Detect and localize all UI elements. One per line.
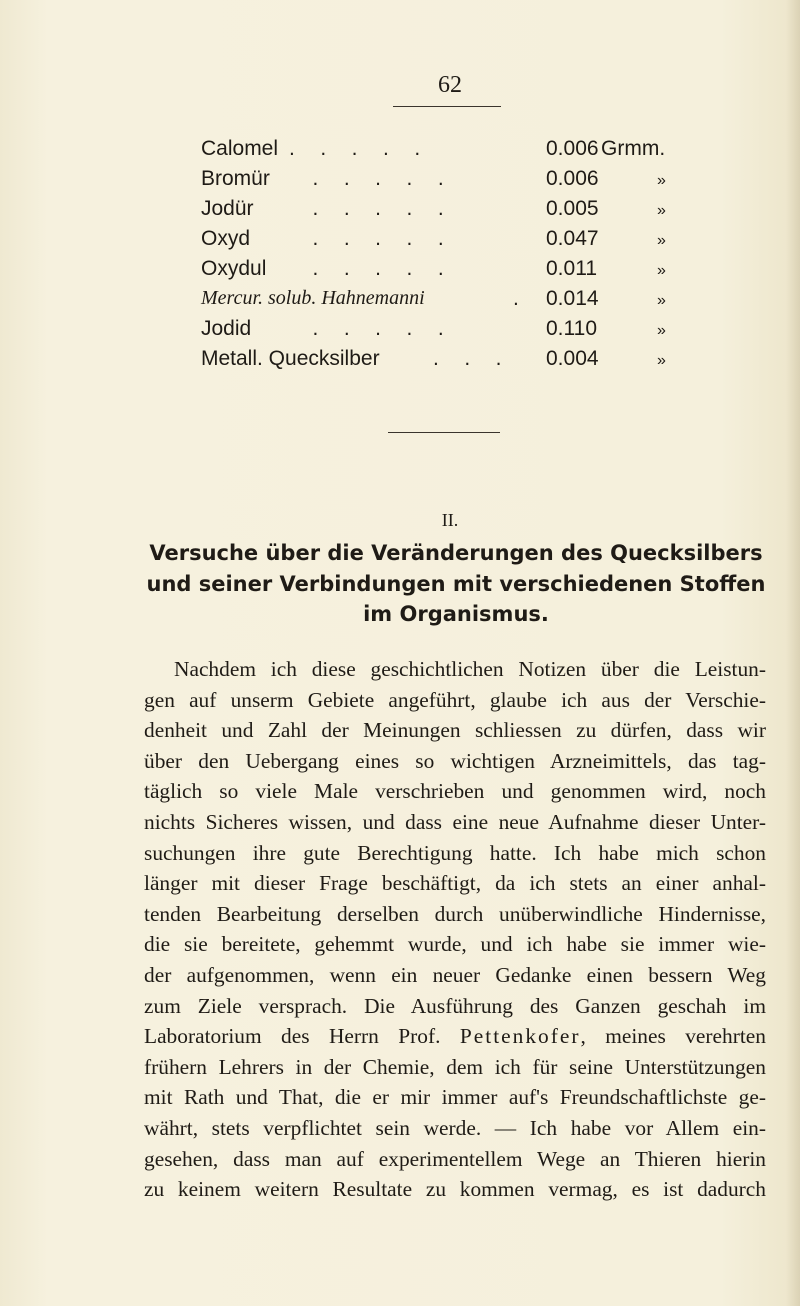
text-line: nichts Sicheres wissen, und dass eine neue Aufnahme dieser Unter- bbox=[144, 809, 766, 834]
ditto-mark: » bbox=[657, 232, 666, 249]
section-divider bbox=[388, 432, 500, 433]
text-line: täglich so viele Male verschrieben und genommen wird, noch bbox=[144, 779, 766, 804]
text-line: zum Ziele versprach. Die Ausführung des Ganzen geschah im bbox=[144, 993, 766, 1018]
table-row bbox=[201, 287, 721, 317]
page-edge-shadow bbox=[786, 0, 800, 1306]
text-line: mit Rath und That, die er mir immer auf's Freundschaftlichste ge- bbox=[144, 1085, 766, 1110]
text-line: Nachdem ich diese geschichtlichen Notizen über die Leistun- bbox=[174, 657, 766, 681]
body-paragraph bbox=[144, 654, 766, 1205]
text-line: die sie bereitete, gehemmt wurde, und ich habe sie immer wie- bbox=[144, 932, 766, 957]
compound-name: Mercur. solub. Hahnemanni bbox=[201, 287, 425, 309]
compound-name: Jodid bbox=[201, 317, 252, 340]
dose-value: 0.006 bbox=[546, 167, 599, 190]
compound-name: Bromür bbox=[201, 167, 270, 190]
table-row bbox=[201, 317, 721, 347]
text-line: zu keinem weitern Resultate zu kommen vermag, es ist dadurch bbox=[144, 1177, 766, 1202]
text-line: gesehen, dass man auf experimentellem Wege an Thieren hierin bbox=[144, 1146, 766, 1171]
leader-dots: . . . bbox=[433, 347, 504, 370]
leader-dots: . . . . . bbox=[289, 257, 446, 280]
text-line: tenden Bearbeitung derselben durch unüberwindliche Hindernisse, bbox=[144, 901, 766, 926]
leader-dots: . . . . . bbox=[289, 137, 423, 160]
compound-name: Oxydul bbox=[201, 257, 267, 280]
ditto-mark: » bbox=[657, 202, 666, 219]
table-row bbox=[201, 137, 721, 167]
table-row bbox=[201, 227, 721, 257]
dose-value: 0.004 bbox=[546, 347, 599, 370]
compound-name: Calomel bbox=[201, 137, 279, 160]
table-row bbox=[201, 167, 721, 197]
top-divider bbox=[393, 106, 501, 107]
dose-value: 0.014 bbox=[546, 287, 599, 310]
ditto-mark: » bbox=[657, 172, 666, 189]
compound-name: Oxyd bbox=[201, 227, 251, 250]
dose-value: 0.005 bbox=[546, 197, 599, 220]
heading-line: Versuche über die Veränderungen des Quecksilbers bbox=[149, 541, 763, 565]
heading-line: im Organismus. bbox=[363, 602, 549, 627]
table-row bbox=[201, 197, 721, 227]
ditto-mark: » bbox=[657, 352, 666, 369]
page-number: 62 bbox=[438, 72, 462, 98]
text-line: länger mit dieser Frage beschäftigt, da ich stets an einer anhal- bbox=[144, 871, 766, 896]
section-heading bbox=[144, 538, 768, 630]
text-line: über den Uebergang eines so wichtigen Arzneimittels, das tag- bbox=[144, 748, 766, 773]
leader-dots: . . . . . bbox=[289, 227, 446, 250]
dose-value: 0.011 bbox=[546, 257, 597, 280]
compound-name: Metall. Quecksilber bbox=[201, 347, 380, 370]
dose-value: 0.110 bbox=[546, 317, 597, 340]
dose-value: 0.006 bbox=[546, 137, 599, 160]
text-line: suchungen ihre gute Berechtigung hatte. Ich habe mich schon bbox=[144, 840, 766, 865]
text-line: denheit und Zahl der Meinungen schliessen zu dürfen, dass wir bbox=[144, 718, 766, 743]
dose-unit: Grmm. bbox=[601, 137, 666, 160]
compound-name: Jodür bbox=[201, 197, 254, 220]
section-number: II. bbox=[441, 510, 459, 530]
ditto-mark: » bbox=[657, 262, 666, 279]
ditto-mark: » bbox=[657, 292, 666, 309]
text-line: gen auf unserm Gebiete angeführt, glaube ich aus der Verschie- bbox=[144, 687, 766, 712]
text-line: der aufgenommen, wenn ein neuer Gedanke einen bessern Weg bbox=[144, 962, 766, 987]
spaced-name: Pettenkofer bbox=[459, 1024, 581, 1049]
heading-line: und seiner Verbindungen mit verschiedenen Stoffen bbox=[146, 571, 766, 596]
table-row bbox=[201, 347, 721, 377]
leader-dots: . . . . . bbox=[289, 317, 446, 340]
leader-dots: . . . . . bbox=[289, 197, 446, 220]
leader-dots: . bbox=[513, 287, 521, 310]
text-line: währt, stets verpflichtet sein werde. — Ich habe vor Allem ein- bbox=[144, 1115, 766, 1140]
ditto-mark: » bbox=[657, 322, 666, 339]
dose-value: 0.047 bbox=[546, 227, 599, 250]
leader-dots: . . . . . bbox=[289, 167, 446, 190]
text-line: frühern Lehrers in der Chemie, dem ich für seine Unterstützungen bbox=[144, 1054, 766, 1079]
mercury-dose-table bbox=[201, 137, 721, 377]
text-line: Laboratorium des Herrn Prof. Pettenkofer, meines verehrten bbox=[144, 1024, 766, 1049]
table-row bbox=[201, 257, 721, 287]
